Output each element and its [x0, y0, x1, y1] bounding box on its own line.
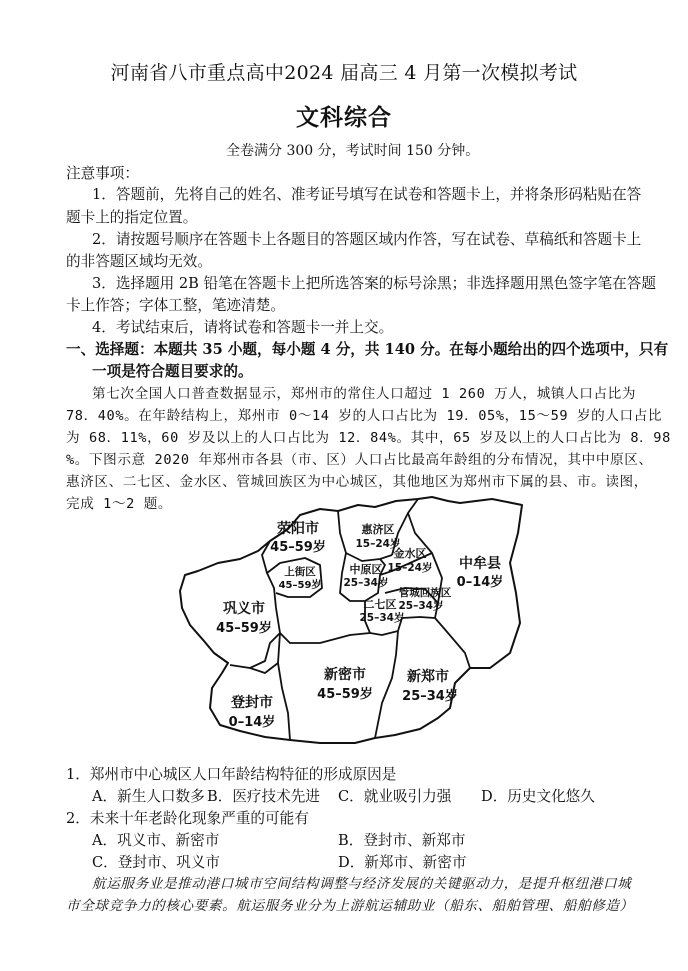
question-1-stem: 1．郑州市中心城区人口年龄结构特征的形成原因是	[66, 766, 397, 783]
question-2-stem: 2．未来十年老龄化现象严重的可能有	[66, 810, 309, 827]
map-label-gongyi: 巩义市	[223, 601, 265, 617]
note-line: 1．答题前，先将自己的姓名、准考证号填写在试卷和答题卡上，并将条形码粘贴在答	[92, 186, 642, 203]
note-line: 的非答题区域均无效。	[66, 253, 212, 270]
map-label-xingyang: 荥阳市	[277, 521, 319, 537]
section-instruction: 一、选择题：本题共 35 小题，每小题 4 分，共 140 分。在每小题给出的四个选项中，只有	[66, 341, 669, 358]
map-label-xinmi: 新密市	[324, 667, 366, 683]
map-label-huiji: 惠济区	[361, 523, 395, 536]
passage-line: 航运服务业是推动港口城市空间结构调整与经济发展的关键驱动力，是提升枢纽港口城	[92, 876, 632, 892]
note-line: 卡上作答；字体工整，笔迹清楚。	[66, 297, 285, 314]
question-2-option-d: D．新郑市、新密市	[338, 854, 467, 871]
map-label-dengfeng-age: 0–14岁	[228, 715, 276, 730]
question-1-option-d: D．历史文化悠久	[481, 788, 595, 805]
map-label-guancheng: 管城回族区	[398, 587, 452, 599]
passage-line: 第七次全国人口普查数据显示，郑州市的常住人口超过 1 260 万人，城镇人口占比为	[92, 386, 637, 402]
map-label-zhongyuan-age: 25–34岁	[343, 577, 389, 589]
map-label-gongyi-age: 45–59岁	[216, 621, 272, 636]
map-label-erqi: 二七区	[363, 598, 397, 611]
map-label-xinzheng: 新郑市	[407, 669, 449, 685]
map-label-erqi-age: 25–34岁	[359, 612, 405, 624]
passage-line: 惠济区、二七区、金水区、管城回族区为中心城区，其他地区为郑州市下属的县、市。读图，	[66, 474, 648, 490]
map-label-shangjie-age: 45–59岁	[278, 580, 322, 591]
note-line: 题卡上的指定位置。	[66, 209, 198, 226]
map-label-jinshui: 金水区	[393, 547, 427, 560]
section-instruction-cont: 一项是符合题目要求的。	[92, 363, 253, 380]
question-1-option-c: C．就业吸引力强	[338, 788, 452, 805]
passage-line: %。下图示意 2020 年郑州市各县（市、区）人口占比最高年龄组的分布情况，其中中原区、	[66, 452, 653, 468]
exam-info: 全卷满分 300 分，考试时间 150 分钟。	[226, 143, 480, 159]
question-1-option-a: A．新生人口数多	[92, 788, 205, 805]
note-line: 3．选择题用 2B 铅笔在答题卡上把所选答案的标号涂黑；非选择题用黑色签字笔在答题	[92, 275, 656, 292]
note-line: 2．请按题号顺序在答题卡上各题目的答题区域内作答，写在试卷、草稿纸和答题卡上	[92, 231, 642, 248]
map-label-shangjie: 上街区	[284, 566, 316, 578]
map-label-jinshui-age: 15–24岁	[387, 562, 433, 574]
question-1-option-b: B．医疗技术先进	[207, 788, 320, 805]
map-label-xinzheng-age: 25–34岁	[402, 689, 458, 704]
map-label-huiji-age: 15–24岁	[355, 538, 401, 550]
question-2-option-a: A．巩义市、新密市	[92, 832, 220, 849]
question-2-option-c: C．登封市、巩义市	[92, 854, 220, 871]
map-label-dengfeng: 登封市	[231, 695, 273, 711]
question-2-option-b: B．登封市、新郑市	[338, 832, 466, 849]
passage-line: 为 68．11%，60 岁及以上的人口占比为 12．84%。其中，65 岁及以上的人口占比为 8．98	[66, 430, 671, 446]
map-label-zhongyuan: 中原区	[349, 563, 383, 576]
map-label-xingyang-age: 45–59岁	[270, 540, 326, 555]
passage-line: 市全球竞争力的核心要素。航运服务业分为上游航运辅助业（船东、船舶管理、船舶修造）	[66, 898, 634, 914]
map-label-guancheng-age: 25–34岁	[398, 600, 444, 612]
passage-line: 完成 1～2 题。	[66, 496, 173, 512]
map-label-xinmi-age: 45–59岁	[317, 687, 373, 702]
exam-title: 河南省八市重点高中2024 届高三 4 月第一次模拟考试	[110, 62, 578, 84]
subject-title: 文科综合	[296, 104, 392, 131]
passage-line: 78．40%。在年龄结构上，郑州市 0～14 岁的人口占比为 19．05%，15～59 岁的人口占比	[66, 408, 663, 424]
map-label-zhongmou: 中牟县	[459, 556, 501, 572]
note-line: 4．考试结束后，请将试卷和答题卡一并上交。	[92, 319, 394, 336]
map-label-zhongmou-age: 0–14岁	[456, 575, 504, 590]
zhengzhou-age-map	[170, 493, 530, 753]
notes-heading: 注意事项：	[66, 165, 139, 182]
